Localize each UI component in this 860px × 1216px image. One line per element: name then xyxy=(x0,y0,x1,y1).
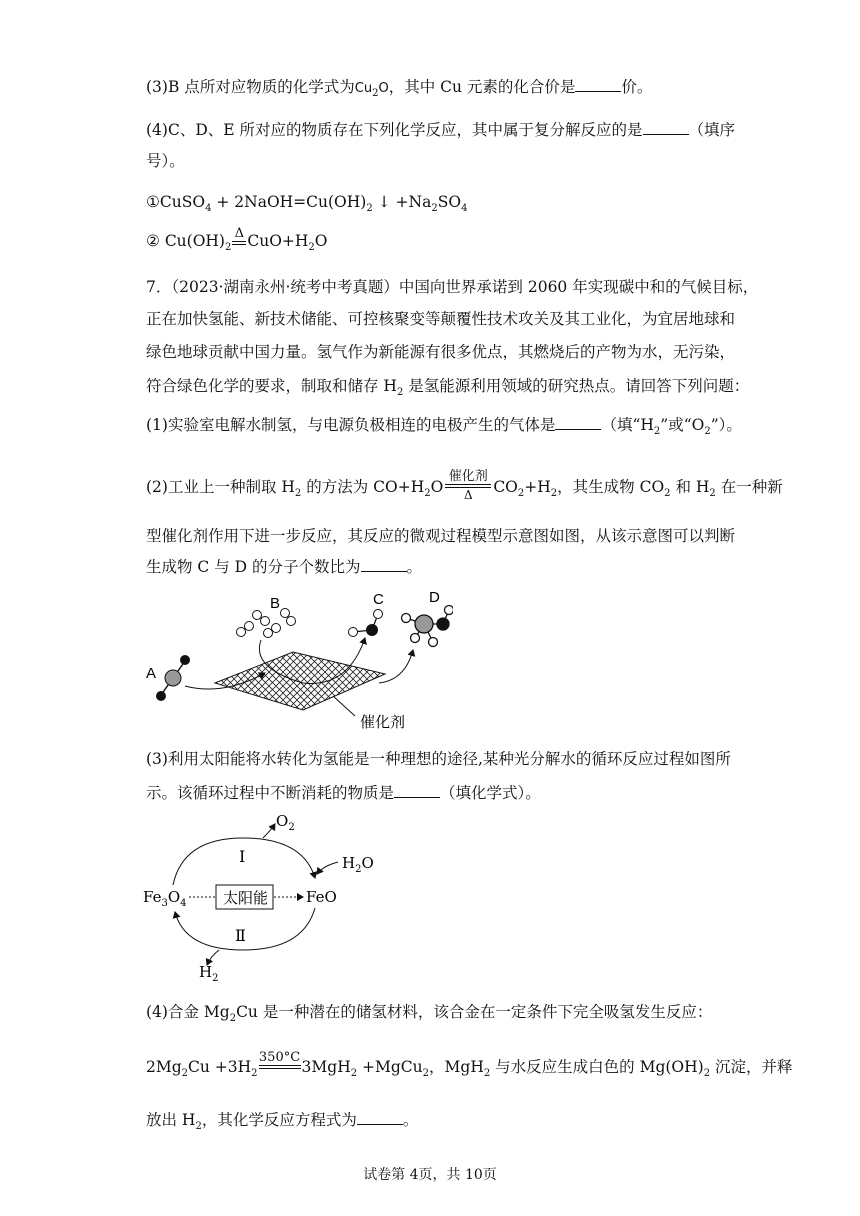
reaction-condition xyxy=(445,470,491,502)
text: （填化学式）。 xyxy=(440,784,541,802)
label-roman-ii: Ⅱ xyxy=(235,926,246,945)
label-o2: $O_2$ xyxy=(276,812,295,833)
answer-blank[interactable] xyxy=(643,120,689,135)
subscript: 4 xyxy=(205,203,212,215)
text: 型催化剂作用下进一步反应，其反应的微观过程模型示意图如图，从该示意图可以判断 xyxy=(146,527,736,545)
text: SO xyxy=(437,193,462,211)
text: 的方法为 CO+H xyxy=(301,478,425,496)
molecule-b xyxy=(237,609,296,638)
text: 是氢能源利用领域的研究热点。请回答下列问题： xyxy=(403,377,750,395)
subscript: 2 xyxy=(550,488,558,500)
label-h2: $H_2$ xyxy=(199,963,219,984)
subscript: 2 xyxy=(704,426,711,438)
question-7-2-line2 xyxy=(146,525,735,547)
arrow-o2 xyxy=(263,824,275,838)
text: + 2NaOH=Cu(OH) xyxy=(211,193,367,211)
subscript: 2 xyxy=(517,488,525,500)
atom-black xyxy=(156,691,166,701)
text: ”）。 xyxy=(710,416,742,434)
text: 号）。 xyxy=(146,152,185,170)
text: CO xyxy=(493,478,518,496)
answer-blank[interactable] xyxy=(361,557,407,572)
subscript: 2 xyxy=(366,203,373,215)
text: O xyxy=(430,478,444,496)
text: (3)B 点所对应物质的化学式为 xyxy=(146,78,355,96)
label-solar-energy: 太阳能 xyxy=(223,889,269,907)
text: 价。 xyxy=(621,78,653,96)
subscript: 2 xyxy=(424,488,431,500)
label-d: D xyxy=(429,589,440,606)
text: 在一种新 xyxy=(715,478,783,496)
text: Cu +3H xyxy=(188,1058,252,1076)
subscript: 2 xyxy=(396,387,404,399)
subscript: 2 xyxy=(653,426,661,438)
atom-grey xyxy=(165,670,181,686)
condition-catalyst: 催化剂 xyxy=(448,469,488,484)
answer-blank[interactable] xyxy=(555,415,601,430)
question-7-3-line1 xyxy=(146,748,731,770)
subscript: 2 xyxy=(195,1121,202,1133)
formula: Cu xyxy=(354,81,373,96)
text: 3MgH xyxy=(301,1058,351,1076)
condition-delta: Δ xyxy=(463,488,473,502)
subscript: 2 xyxy=(181,1068,189,1080)
catalyst-pointer xyxy=(333,696,355,716)
solar-cycle-diagram xyxy=(143,810,383,985)
text: 正在加快氢能、新技术储能、可控核聚变等颠覆性技术攻关及其工业化，为宜居地球和 xyxy=(146,310,736,328)
text: （填序 xyxy=(688,121,736,139)
answer-blank[interactable] xyxy=(357,1110,403,1125)
text: 和 H xyxy=(670,478,710,496)
subscript: 4 xyxy=(461,203,468,215)
text: 示。该循环过程中不断消耗的物质是 xyxy=(146,784,395,802)
text: (2)工业上一种制取 H xyxy=(146,478,295,496)
reaction-2 xyxy=(146,226,328,259)
atom-black xyxy=(366,624,378,636)
text: ”或“O xyxy=(660,416,705,434)
page-footer: 试卷第 4页，共 10页 xyxy=(363,1167,497,1183)
question-6-4-line2 xyxy=(146,150,185,172)
label-roman-i: Ⅰ xyxy=(239,847,246,866)
text: +MgCu xyxy=(357,1058,423,1076)
catalyst-surface xyxy=(215,652,385,710)
text: 。 xyxy=(406,558,423,576)
text: (3)利用太阳能将水转化为氢能是一种理想的途径,某种光分解水的循环反应过程如图所 xyxy=(146,750,731,768)
catalyst-diagram xyxy=(143,588,453,738)
subscript: 2 xyxy=(664,488,671,500)
question-7-4-line1 xyxy=(146,1001,712,1030)
text: 7．（2023·湖南永州·统考中考真题）中国向世界承诺到 2060 年实现碳中和的气候目标， xyxy=(146,278,759,296)
subscript: 2 xyxy=(483,1068,491,1080)
subscript: 2 xyxy=(229,1013,237,1025)
text: ↓ +Na xyxy=(372,193,432,211)
question-7-2-line1 xyxy=(146,469,783,505)
reaction-1 xyxy=(146,191,467,220)
question-6-3 xyxy=(146,76,652,105)
question-7-4-line3 xyxy=(146,1109,418,1138)
condition-temperature: 350°C xyxy=(258,1050,301,1065)
text: 沉淀，并释 xyxy=(710,1058,793,1076)
subscript: 2 xyxy=(224,242,232,254)
label-fe3o4: $Fe_3O_4$ xyxy=(143,888,187,909)
question-7-4-equation xyxy=(146,1050,793,1085)
reaction-condition xyxy=(259,1051,301,1069)
subscript: 2 xyxy=(709,488,716,500)
text: ，其中 Cu 元素的化合价是 xyxy=(388,78,576,96)
equal-bar xyxy=(259,1065,301,1069)
text: 放出 H xyxy=(146,1111,196,1129)
subscript: 2 xyxy=(350,1068,358,1080)
subscript: 2 xyxy=(251,1068,258,1080)
subscript: 2 xyxy=(703,1068,711,1080)
text: (4)合金 Mg xyxy=(146,1003,230,1021)
condition-delta: Δ xyxy=(234,226,245,241)
text: （填“H xyxy=(601,416,654,434)
molecule-d xyxy=(402,606,454,647)
text: ，其化学反应方程式为 xyxy=(201,1111,357,1129)
question-7-line3 xyxy=(146,341,735,363)
question-7-line2 xyxy=(146,308,735,330)
question-7-1 xyxy=(146,414,742,443)
text: (1)实验室电解水制氢，与电源负极相连的电极产生的气体是 xyxy=(146,416,556,434)
subscript: 2 xyxy=(372,88,379,100)
text: (4)C、D、E 所对应的物质存在下列化学反应，其中属于复分解反应的是 xyxy=(146,121,643,139)
label-a: A xyxy=(146,665,157,682)
text: 绿色地球贡献中国力量。氢气作为新能源有很多优点，其燃烧后的产物为水，无污染， xyxy=(146,343,736,361)
formula: O xyxy=(378,81,389,96)
text: 生成物 C 与 D 的分子个数比为 xyxy=(146,558,361,576)
arrow-h2o xyxy=(317,862,338,874)
subscript: 2 xyxy=(308,242,315,254)
text: 。 xyxy=(402,1111,419,1129)
text: 与水反应生成白色的 Mg(OH) xyxy=(490,1058,704,1076)
equal-bar xyxy=(232,241,246,245)
subscript: 2 xyxy=(422,1068,430,1080)
reaction-condition xyxy=(232,226,246,251)
text: 符合绿色化学的要求，制取和储存 H xyxy=(146,377,397,395)
text: 2Mg xyxy=(146,1058,182,1076)
text: ，MgH xyxy=(429,1058,484,1076)
text: ，其生成物 CO xyxy=(557,478,665,496)
question-7-line1 xyxy=(146,276,758,298)
question-6-4-line1 xyxy=(146,119,735,141)
label-h2o: $H_2O$ xyxy=(342,854,374,875)
answer-blank[interactable] xyxy=(575,77,621,92)
label-catalyst: 催化剂 xyxy=(360,713,406,731)
text: ①CuSO xyxy=(146,193,206,211)
text: O xyxy=(314,232,328,250)
subscript: 2 xyxy=(294,488,302,500)
text: ② Cu(OH) xyxy=(146,232,225,250)
label-b: B xyxy=(270,595,281,612)
text: Cu 是一种潜在的储氢材料，该合金在一定条件下完全吸氢发生反应： xyxy=(236,1003,713,1021)
label-c: C xyxy=(373,591,384,608)
label-feo: FeO xyxy=(306,888,337,906)
question-7-2-line3 xyxy=(146,556,422,578)
text: CuO+H xyxy=(247,232,309,250)
text: +H xyxy=(524,478,551,496)
question-7-3-line2 xyxy=(146,782,541,804)
question-7-line4 xyxy=(146,375,749,404)
arrow xyxy=(379,650,413,683)
atom-white xyxy=(349,628,358,637)
subscript: 2 xyxy=(431,203,438,215)
answer-blank[interactable] xyxy=(394,783,440,798)
atom-black xyxy=(180,655,190,665)
atom-white xyxy=(374,610,383,619)
